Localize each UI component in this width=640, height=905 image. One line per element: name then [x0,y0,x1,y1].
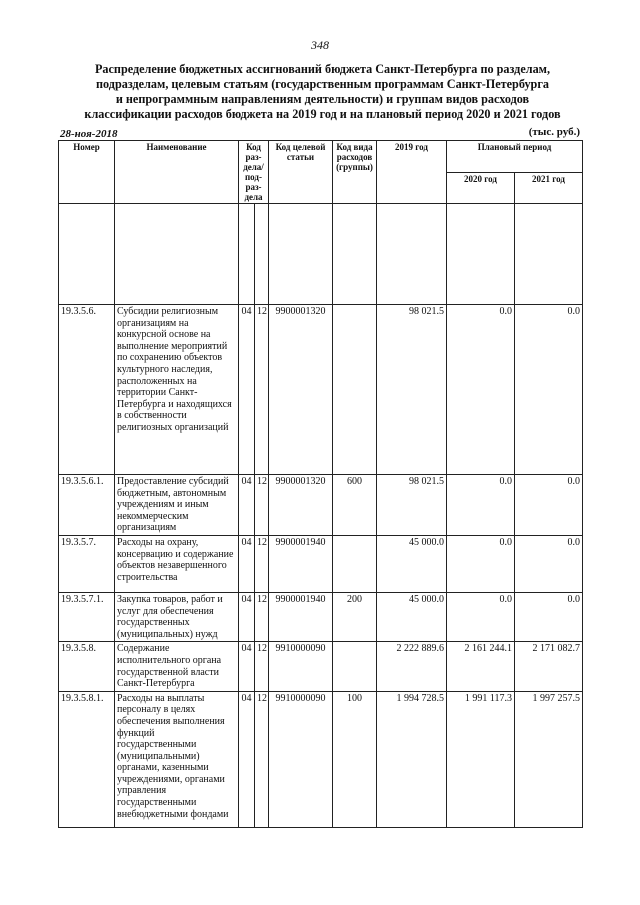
row-target-code: 9910000090 [269,691,333,827]
row-number: 19.3.5.6.1. [59,475,115,536]
row-target-code: 9900001320 [269,475,333,536]
table-row [59,691,583,827]
row-number: 19.3.5.8.1. [59,691,115,827]
row-name: Субсидии религиозным организациям на конкурсной основе на выполнение мероприятий по сохранению объектов культурного наследия, расположенных на территории Санкт-Петербурга и находящихся в собственности религиозных организаций [115,305,239,475]
header-target-code: Код целевой статьи [269,141,333,204]
row-value-2019: 2 222 889.6 [377,642,447,691]
row-value-2020: 0.0 [447,475,515,536]
row-section: 04 [239,592,255,641]
row-expense-type [333,642,377,691]
header-number: Номер [59,141,115,204]
row-value-2020: 0.0 [447,592,515,641]
units-label: (тыс. руб.) [528,126,580,138]
table-row [59,535,583,592]
row-value-2019: 98 021.5 [377,305,447,475]
row-target-code: 9900001320 [269,305,333,475]
row-section: 04 [239,305,255,475]
header-year-2020: 2020 год [447,172,515,204]
row-subsection: 12 [255,475,269,536]
row-section: 04 [239,691,255,827]
row-subsection: 12 [255,691,269,827]
title-line: Распределение бюджетных ассигнований бюджета Санкт-Петербурга по разделам, [94,62,551,76]
budget-table [58,140,583,828]
row-name: Содержание исполнительного органа государственной власти Санкт-Петербурга [115,642,239,691]
header-spacer-row [59,204,583,305]
row-value-2021: 0.0 [515,535,583,592]
row-name: Закупка товаров, работ и услуг для обеспечения государственных (муниципальных) нужд [115,592,239,641]
row-section: 04 [239,475,255,536]
row-expense-type: 200 [333,592,377,641]
page-number: 348 [311,38,329,52]
document-date: 28-ноя-2018 [60,128,118,140]
header-expense-type-code: Код вида расходов (группы) [333,141,377,204]
row-value-2021: 2 171 082.7 [515,642,583,691]
title-line: подразделам, целевым статьям (государственным программам Санкт-Петербурга [96,77,549,91]
row-value-2019: 45 000.0 [377,535,447,592]
row-section: 04 [239,642,255,691]
row-value-2021: 0.0 [515,592,583,641]
row-value-2020: 0.0 [447,305,515,475]
table-row [59,305,583,475]
row-number: 19.3.5.7. [59,535,115,592]
row-value-2019: 1 994 728.5 [377,691,447,827]
row-value-2021: 1 997 257.5 [515,691,583,827]
row-subsection: 12 [255,305,269,475]
header-name: Наименование [115,141,239,204]
row-value-2020: 1 991 117.3 [447,691,515,827]
row-target-code: 9910000090 [269,642,333,691]
row-expense-type: 100 [333,691,377,827]
row-number: 19.3.5.6. [59,305,115,475]
row-name: Расходы на охрану, консервацию и содержание объектов незавершенного строительства [115,535,239,592]
row-number: 19.3.5.8. [59,642,115,691]
row-subsection: 12 [255,535,269,592]
row-expense-type [333,305,377,475]
header-planned-period: Плановый период [447,141,583,173]
row-target-code: 9900001940 [269,592,333,641]
row-name: Предоставление субсидий бюджетным, автономным учреждениям и иным некоммерческим организациям [115,475,239,536]
row-section: 04 [239,535,255,592]
row-subsection: 12 [255,592,269,641]
document-title [60,62,585,122]
row-value-2021: 0.0 [515,305,583,475]
row-value-2020: 0.0 [447,535,515,592]
table-row [59,592,583,641]
row-value-2021: 0.0 [515,475,583,536]
table-row [59,475,583,536]
row-subsection: 12 [255,642,269,691]
row-target-code: 9900001940 [269,535,333,592]
row-expense-type: 600 [333,475,377,536]
table-row [59,642,583,691]
row-name: Расходы на выплаты персоналу в целях обеспечения выполнения функций государственными (муниципальными) органами, казенными учреждениями, органами управления государственными внебюджетными фондами [115,691,239,827]
header-year-2021: 2021 год [515,172,583,204]
row-value-2019: 98 021.5 [377,475,447,536]
row-value-2020: 2 161 244.1 [447,642,515,691]
header-section-code: Код раз- дела/ под- раз- дела [239,141,269,204]
row-number: 19.3.5.7.1. [59,592,115,641]
title-line: и непрограммным направлениям деятельности) и группам видов расходов [115,92,530,106]
title-line: классификации расходов бюджета на 2019 год и на плановый период 2020 и 2021 годов [84,107,561,121]
row-expense-type [333,535,377,592]
header-year-2019: 2019 год [377,141,447,204]
row-value-2019: 45 000.0 [377,592,447,641]
